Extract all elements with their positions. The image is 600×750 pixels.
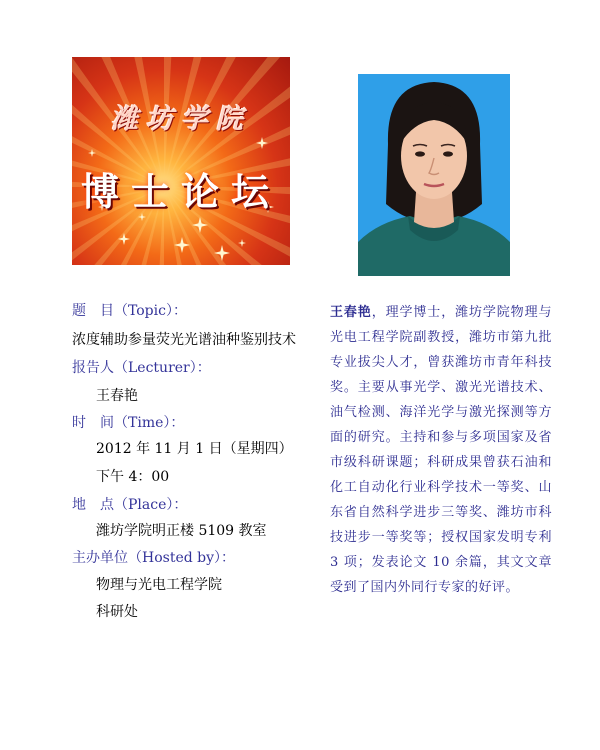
poster-forum-title: 博士论坛 xyxy=(80,170,281,214)
sparkle-icon xyxy=(238,239,246,247)
sparkle-icon xyxy=(118,233,130,245)
time-date: 2012 年 11 月 1 日（星期四） xyxy=(96,441,293,457)
lecturer-photo xyxy=(358,74,510,276)
lecturer-biography xyxy=(330,300,552,600)
lecturer-label: 报告人（Lecturer）： xyxy=(72,360,211,376)
sparkle-icon xyxy=(192,217,208,233)
time-hour: 下午 4：00 xyxy=(96,469,170,485)
portrait-illustration xyxy=(358,74,510,276)
topic-value: 浓度辅助参量荧光光谱油种鉴别技术 xyxy=(72,332,296,348)
lecturer-value: 王春艳 xyxy=(96,388,138,404)
topic-label: 题 目（Topic）： xyxy=(72,303,187,319)
host-2: 科研处 xyxy=(96,604,138,620)
place-value: 潍坊学院明正楼 5109 教室 xyxy=(96,523,267,539)
host-label: 主办单位（Hosted by）： xyxy=(72,550,236,566)
bio-text: ，理学博士，潍坊学院物理与光电工程学院副教授，潍坊市第九批专业拔尖人才，曾获潍坊市青年科技奖。主要从事光学、激光光谱技术、油气检测、海洋光学与激光探测等方面的研究。主持和参与多项国家及省市级科研课题；科研成果曾获石油和化工自动化行业科学技术一等奖、山东省自然科学进步三等奖、潍坊市科技进步一等奖等；授权国家发明专利 3 项；发表论文 10 余篇，其文文章受到了国内外同行专家的好评。 xyxy=(330,305,552,595)
forum-poster xyxy=(72,57,290,265)
poster-school-name: 潍坊学院 xyxy=(111,104,251,135)
host-1: 物理与光电工程学院 xyxy=(96,577,222,593)
place-label: 地 点（Place）： xyxy=(72,497,188,513)
time-label: 时 间（Time）： xyxy=(72,415,185,431)
bio-name: 王春艳 xyxy=(330,305,372,320)
